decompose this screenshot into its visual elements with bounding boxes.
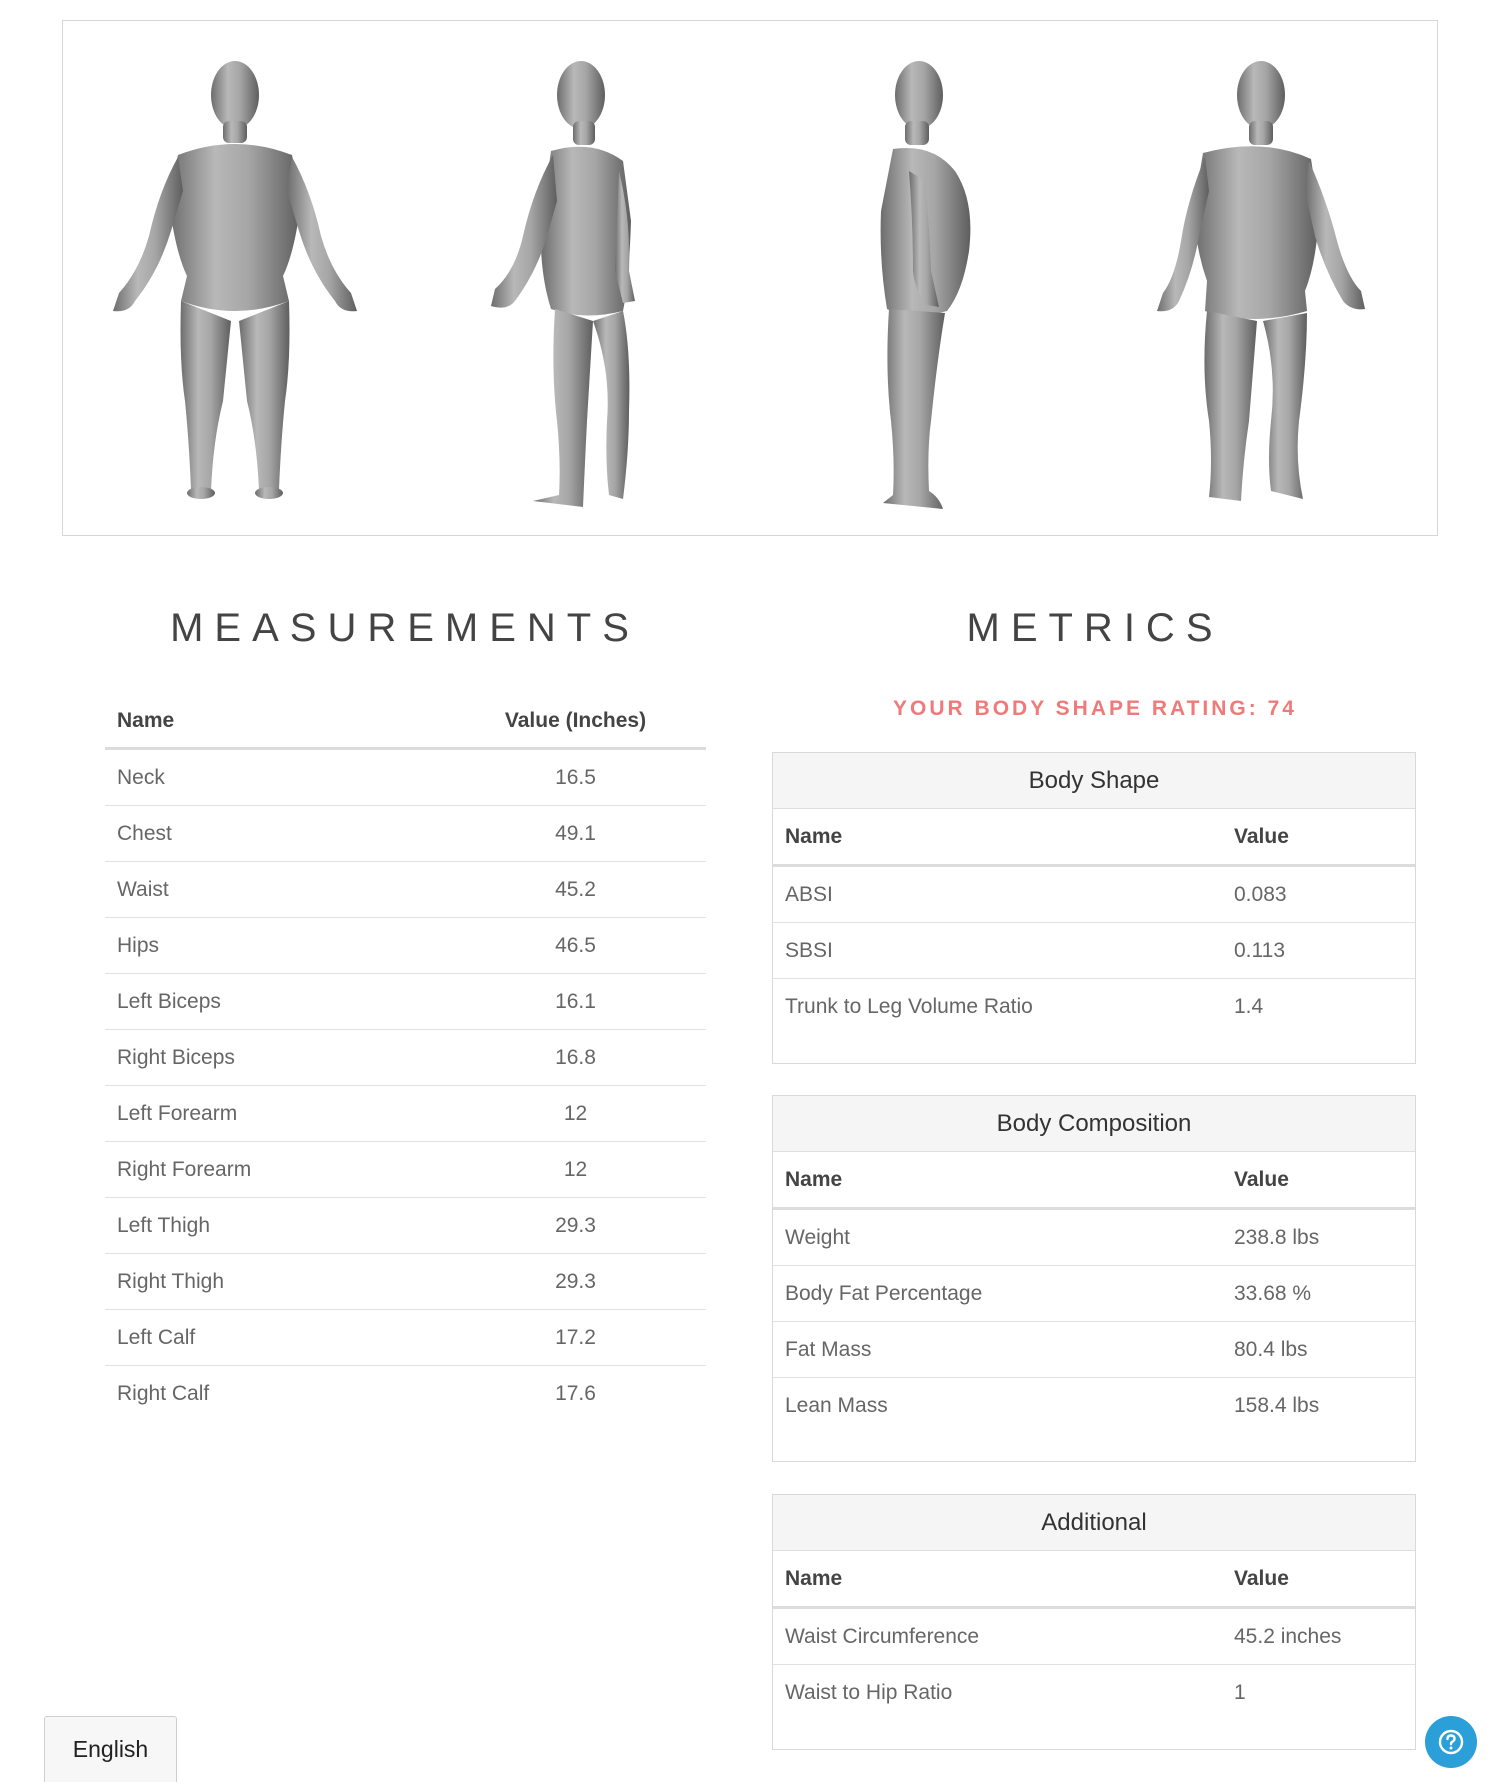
table-row — [773, 1209, 1415, 1266]
body-shape-table — [773, 809, 1415, 1034]
body-composition-table — [773, 1152, 1415, 1433]
metric-name: Waist to Hip Ratio — [785, 1680, 953, 1704]
panel-title: Additional — [773, 1495, 1415, 1551]
measurement-name: Waist — [105, 862, 445, 918]
measurement-name: Left Forearm — [105, 1086, 445, 1142]
measurement-name: Left Biceps — [105, 974, 445, 1030]
table-row — [105, 862, 706, 918]
measurement-value: 29.3 — [445, 1198, 706, 1254]
measurement-name: Hips — [105, 918, 445, 974]
table-header-row — [773, 1551, 1415, 1608]
table-row — [773, 1608, 1415, 1665]
measurement-name: Neck — [105, 749, 445, 806]
table-row — [105, 974, 706, 1030]
body-scan-views — [63, 21, 1439, 537]
metric-name: Trunk to Leg Volume Ratio — [785, 994, 1033, 1018]
column-header-value: Value — [1222, 1551, 1415, 1608]
table-row — [105, 749, 706, 806]
measurement-name: Left Calf — [105, 1310, 445, 1366]
metric-name: Body Fat Percentage — [773, 1266, 1222, 1322]
measurements-title: MEASUREMENTS — [170, 606, 640, 650]
table-row — [105, 1030, 706, 1086]
table-header-row — [105, 695, 706, 749]
measurement-value: 16.1 — [445, 974, 706, 1030]
measurement-value: 45.2 — [445, 862, 706, 918]
metric-name: Waist Circumference — [773, 1608, 1222, 1665]
metric-name: SBSI — [773, 923, 1222, 979]
metric-name: Fat Mass — [773, 1322, 1222, 1378]
language-button[interactable]: English — [44, 1716, 177, 1782]
metric-value: 0.083 — [1222, 866, 1415, 923]
measurement-value: 49.1 — [445, 806, 706, 862]
measurement-name: Right Biceps — [105, 1030, 445, 1086]
column-header-name: Name — [105, 695, 445, 749]
metric-value: 80.4 lbs — [1222, 1322, 1415, 1378]
additional-panel — [772, 1494, 1416, 1750]
table-row — [105, 1198, 706, 1254]
measurement-value: 16.5 — [445, 749, 706, 806]
measurement-name: Right Forearm — [105, 1142, 445, 1198]
measurement-name: Right Calf — [117, 1381, 210, 1405]
panel-title: Body Composition — [773, 1096, 1415, 1152]
metric-value: 33.68 % — [1222, 1266, 1415, 1322]
body-back-view — [491, 61, 635, 507]
table-row — [105, 1142, 706, 1198]
body-angle-view — [1157, 61, 1365, 501]
measurement-name: Left Thigh — [105, 1198, 445, 1254]
measurement-value: 46.5 — [445, 918, 706, 974]
table-row — [105, 806, 706, 862]
table-row — [105, 918, 706, 974]
table-header-row — [773, 1152, 1415, 1209]
body-shape-panel — [772, 752, 1416, 1064]
metric-value: 1.4 — [1234, 994, 1264, 1018]
table-row — [773, 1266, 1415, 1322]
measurement-name: Right Thigh — [105, 1254, 445, 1310]
additional-table — [773, 1551, 1415, 1720]
metric-value: 0.113 — [1222, 923, 1415, 979]
table-row — [773, 979, 1415, 1035]
metric-value: 238.8 lbs — [1222, 1209, 1415, 1266]
column-header-name: Name — [773, 809, 1222, 866]
column-header-value: Value — [1222, 1152, 1415, 1209]
table-row — [105, 1366, 706, 1422]
measurement-value: 29.3 — [445, 1254, 706, 1310]
measurement-value: 16.8 — [445, 1030, 706, 1086]
column-header-value: Value (Inches) — [445, 695, 706, 749]
column-header-name: Name — [773, 1551, 1222, 1608]
metric-name: ABSI — [773, 866, 1222, 923]
table-row — [773, 1665, 1415, 1721]
measurement-name: Chest — [105, 806, 445, 862]
body-scan-viewer — [62, 20, 1438, 536]
metrics-title: METRICS — [966, 606, 1224, 650]
body-front-view — [113, 61, 357, 499]
body-shape-rating: YOUR BODY SHAPE RATING: 74 — [893, 697, 1297, 720]
panel-title: Body Shape — [773, 753, 1415, 809]
measurements-table — [105, 695, 706, 1421]
table-row — [105, 1254, 706, 1310]
body-composition-panel — [772, 1095, 1416, 1462]
metric-value: 45.2 inches — [1222, 1608, 1415, 1665]
metric-name: Weight — [773, 1209, 1222, 1266]
help-button[interactable] — [1425, 1716, 1477, 1768]
measurement-value: 17.2 — [445, 1310, 706, 1366]
table-row — [773, 1378, 1415, 1434]
metric-name: Lean Mass — [785, 1393, 888, 1417]
table-row — [773, 866, 1415, 923]
column-header-name: Name — [773, 1152, 1222, 1209]
metric-value: 1 — [1234, 1680, 1246, 1704]
table-row — [105, 1310, 706, 1366]
column-header-value: Value — [1222, 809, 1415, 866]
measurement-value: 17.6 — [555, 1381, 596, 1405]
measurement-value: 12 — [445, 1142, 706, 1198]
body-side-view — [881, 61, 971, 509]
question-circle-icon — [1436, 1727, 1466, 1757]
metric-value: 158.4 lbs — [1234, 1393, 1320, 1417]
measurement-value: 12 — [445, 1086, 706, 1142]
table-row — [773, 1322, 1415, 1378]
table-row — [773, 923, 1415, 979]
table-header-row — [773, 809, 1415, 866]
table-row — [105, 1086, 706, 1142]
